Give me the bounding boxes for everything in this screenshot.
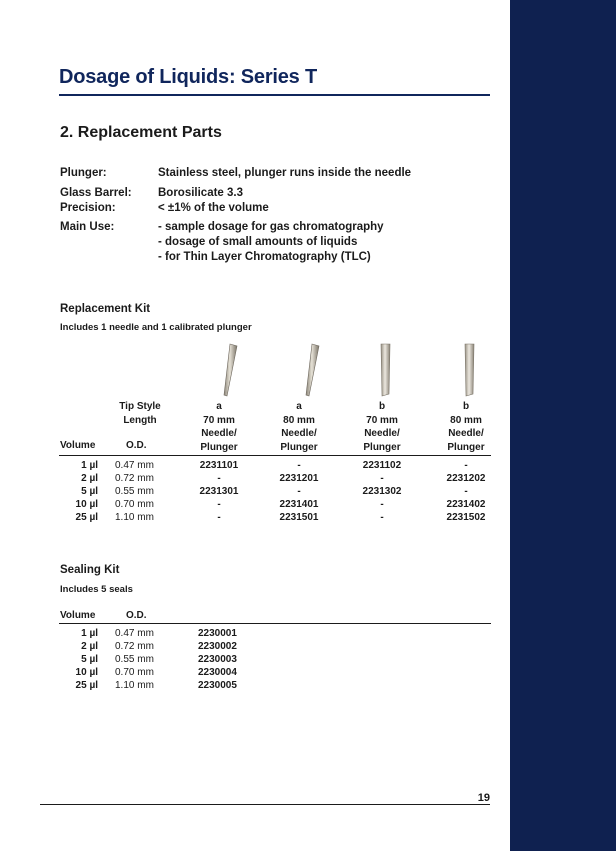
- cell-od: 0.72 mm: [115, 641, 154, 652]
- spec-mainuse-label: Main Use:: [60, 221, 115, 233]
- table-header-rule: [59, 455, 491, 456]
- cell-code: -: [464, 460, 468, 471]
- header-od: O.D.: [126, 440, 147, 451]
- cell-code: 2231101: [199, 460, 239, 471]
- cell-code: -: [217, 499, 221, 510]
- column-label: Needle/: [201, 428, 237, 439]
- page-number: 19: [477, 792, 490, 804]
- cell-code: -: [464, 486, 468, 497]
- column-tip-style: b: [462, 401, 470, 412]
- cell-volume: 1 µl: [81, 628, 98, 639]
- column-label: Needle/: [281, 428, 317, 439]
- cell-od: 1.10 mm: [115, 512, 154, 523]
- column-length: 70 mm: [203, 414, 235, 426]
- sealing-kit-note: Includes 5 seals: [60, 584, 133, 595]
- cell-code: 2230001: [198, 628, 237, 639]
- column-label: Plunger: [447, 441, 485, 453]
- cell-code: -: [217, 473, 221, 484]
- cell-code: 2231301: [199, 486, 239, 497]
- cell-volume: 10 µl: [75, 499, 98, 510]
- footer-rule: [40, 804, 490, 805]
- column-length: 70 mm: [366, 414, 398, 426]
- spec-plunger-value: Stainless steel, plunger runs inside the needle: [158, 167, 412, 179]
- cell-od: 0.70 mm: [115, 499, 154, 510]
- cell-code: 2230004: [198, 667, 237, 678]
- column-tip-style: b: [378, 401, 386, 412]
- spec-mainuse-line: - for Thin Layer Chromatography (TLC): [158, 251, 371, 263]
- spec-mainuse-line: - sample dosage for gas chromatography: [158, 221, 384, 233]
- blue-side-band: [510, 0, 616, 851]
- header-tip-style-label: Tip Style: [119, 401, 161, 412]
- cell-code: -: [217, 512, 221, 523]
- cell-od: 0.47 mm: [115, 628, 154, 639]
- cell-od: 0.72 mm: [115, 473, 154, 484]
- needle-tip-a-70-image: [218, 342, 240, 398]
- cell-code: 2231401: [279, 499, 319, 510]
- spec-precision-value: < ±1% of the volume: [158, 202, 269, 214]
- cell-volume: 25 µl: [75, 512, 98, 523]
- spec-glass-value: Borosilicate 3.3: [158, 187, 244, 199]
- cell-od: 1.10 mm: [115, 680, 154, 691]
- header-volume: Volume: [60, 440, 96, 451]
- column-label: Plunger: [280, 441, 318, 453]
- spec-glass-label: Glass Barrel:: [60, 187, 132, 199]
- cell-code: -: [297, 486, 301, 497]
- cell-code: -: [380, 499, 384, 510]
- column-length: 80 mm: [283, 414, 315, 426]
- needle-tip-b-80-image: [460, 342, 478, 398]
- column-header: [436, 400, 496, 454]
- section-heading: 2. Replacement Parts: [60, 124, 222, 141]
- header-length-label: Length: [123, 414, 157, 426]
- cell-code: 2230002: [198, 641, 237, 652]
- spec-precision-label: Precision:: [60, 202, 116, 214]
- cell-volume: 2 µl: [81, 473, 98, 484]
- cell-volume: 10 µl: [75, 667, 98, 678]
- sealing-kit-heading: Sealing Kit: [60, 564, 120, 576]
- cell-code: -: [380, 473, 384, 484]
- cell-code: -: [380, 512, 384, 523]
- spec-plunger-label: Plunger:: [60, 167, 107, 179]
- column-label: Plunger: [200, 441, 238, 453]
- spec-mainuse-line: - dosage of small amounts of liquids: [158, 236, 358, 248]
- cell-volume: 5 µl: [81, 486, 98, 497]
- cell-code: 2231402: [446, 499, 486, 510]
- cell-code: 2231501: [279, 512, 319, 523]
- column-header: [269, 400, 329, 454]
- cell-volume: 2 µl: [81, 641, 98, 652]
- cell-code: 2231102: [362, 460, 402, 471]
- title-divider: [59, 94, 490, 96]
- column-header: [189, 400, 249, 454]
- cell-code: 2230005: [198, 680, 237, 691]
- column-header: [352, 400, 412, 454]
- cell-volume: 1 µl: [81, 460, 98, 471]
- column-label: Needle/: [364, 428, 400, 439]
- cell-code: 2230003: [198, 654, 237, 665]
- needle-tip-b-70-image: [376, 342, 394, 398]
- sealing-header-volume: Volume: [60, 610, 96, 621]
- column-label: Plunger: [363, 441, 401, 453]
- replacement-kit-heading: Replacement Kit: [60, 303, 151, 315]
- cell-od: 0.55 mm: [115, 654, 154, 665]
- sealing-header-rule: [59, 623, 491, 624]
- cell-code: 2231302: [362, 486, 402, 497]
- cell-code: -: [297, 460, 301, 471]
- column-tip-style: a: [296, 401, 302, 412]
- column-length: 80 mm: [450, 414, 482, 426]
- cell-volume: 25 µl: [75, 680, 98, 691]
- sealing-header-od: O.D.: [126, 610, 147, 621]
- needle-tip-a-80-image: [300, 342, 322, 398]
- cell-volume: 5 µl: [81, 654, 98, 665]
- column-tip-style: a: [216, 401, 222, 412]
- column-label: Needle/: [448, 428, 484, 439]
- cell-od: 0.55 mm: [115, 486, 154, 497]
- cell-od: 0.70 mm: [115, 667, 154, 678]
- page-title: Dosage of Liquids: Series T: [59, 66, 317, 88]
- cell-code: 2231201: [279, 473, 319, 484]
- cell-code: 2231502: [446, 512, 486, 523]
- cell-code: 2231202: [446, 473, 486, 484]
- cell-od: 0.47 mm: [115, 460, 154, 471]
- replacement-kit-note: Includes 1 needle and 1 calibrated plunger: [60, 322, 252, 333]
- header-tip-style: [100, 400, 180, 427]
